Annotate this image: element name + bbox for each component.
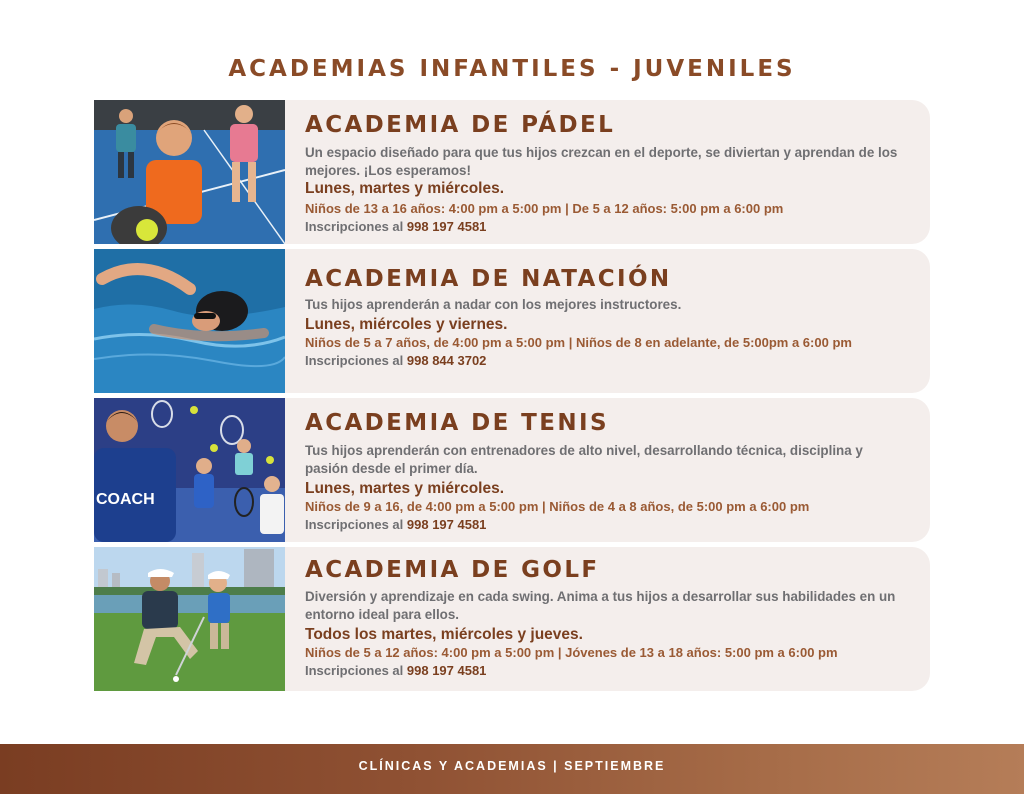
registration-label: Inscripciones al xyxy=(305,663,404,678)
coach-shirt-text: COACH xyxy=(96,491,155,508)
golf-lesson-photo xyxy=(94,547,285,691)
academy-title: ACADEMIA DE PÁDEL xyxy=(305,112,616,138)
academy-schedule: Niños de 5 a 12 años: 4:00 pm a 5:00 pm | Jóvenes de 13 a 18 años: 5:00 pm a 6:00 pm xyxy=(305,645,838,660)
academy-description: Un espacio diseñado para que tus hijos crezcan en el deporte, se diviertan y aprendan de los mejores. ¡Los esperamos! xyxy=(305,145,898,178)
academy-registration xyxy=(305,663,486,678)
academy-card-golf xyxy=(94,547,930,691)
page-title: ACADEMIAS INFANTILES - JUVENILES xyxy=(228,56,796,82)
academy-card-tenis xyxy=(94,398,930,542)
footer-text: CLÍNICAS Y ACADEMIAS | SEPTIEMBRE xyxy=(358,759,666,773)
academy-registration xyxy=(305,353,486,368)
academy-card-natacion xyxy=(94,249,930,393)
academy-description: Diversión y aprendizaje en cada swing. Anima a tus hijos a desarrollar sus habilidades en un entorno ideal para ellos. xyxy=(305,589,896,622)
academy-description: Tus hijos aprenderán con entrenadores de alto nivel, desarrollando técnica, disciplina y pasión desde el primer día. xyxy=(305,443,863,476)
tennis-coach-photo xyxy=(94,398,285,542)
academy-schedule: Niños de 13 a 16 años: 4:00 pm a 5:00 pm | De 5 a 12 años: 5:00 pm a 6:00 pm xyxy=(305,201,784,216)
swimmer-photo xyxy=(94,249,285,393)
registration-phone[interactable]: 998 197 4581 xyxy=(406,517,487,532)
academy-card-padel xyxy=(94,100,930,244)
academy-title: ACADEMIA DE TENIS xyxy=(305,410,609,436)
academy-schedule: Niños de 5 a 7 años, de 4:00 pm a 5:00 pm | Niños de 8 en adelante, de 5:00pm a 6:00 pm xyxy=(305,335,852,350)
academy-registration xyxy=(305,219,486,234)
academy-days: Lunes, miércoles y viernes. xyxy=(305,316,508,333)
academy-title: ACADEMIA DE NATACIÓN xyxy=(305,266,672,292)
academy-description: Tus hijos aprenderán a nadar con los mejores instructores. xyxy=(305,297,682,312)
academy-days: Lunes, martes y miércoles. xyxy=(305,180,505,197)
registration-label: Inscripciones al xyxy=(305,353,404,368)
footer-bar xyxy=(0,744,1024,794)
registration-phone[interactable]: 998 197 4581 xyxy=(406,219,487,234)
academy-title: ACADEMIA DE GOLF xyxy=(305,557,600,583)
registration-label: Inscripciones al xyxy=(305,517,404,532)
academy-days: Todos los martes, miércoles y jueves. xyxy=(305,626,583,643)
registration-phone[interactable]: 998 197 4581 xyxy=(406,663,487,678)
academy-registration xyxy=(305,517,486,532)
academy-schedule: Niños de 9 a 16, de 4:00 pm a 5:00 pm | Niños de 4 a 8 años, de 5:00 pm a 6:00 pm xyxy=(305,499,810,514)
academy-days: Lunes, martes y miércoles. xyxy=(305,480,505,497)
padel-kids-photo xyxy=(94,100,285,244)
registration-label: Inscripciones al xyxy=(305,219,404,234)
registration-phone[interactable]: 998 844 3702 xyxy=(406,353,487,368)
